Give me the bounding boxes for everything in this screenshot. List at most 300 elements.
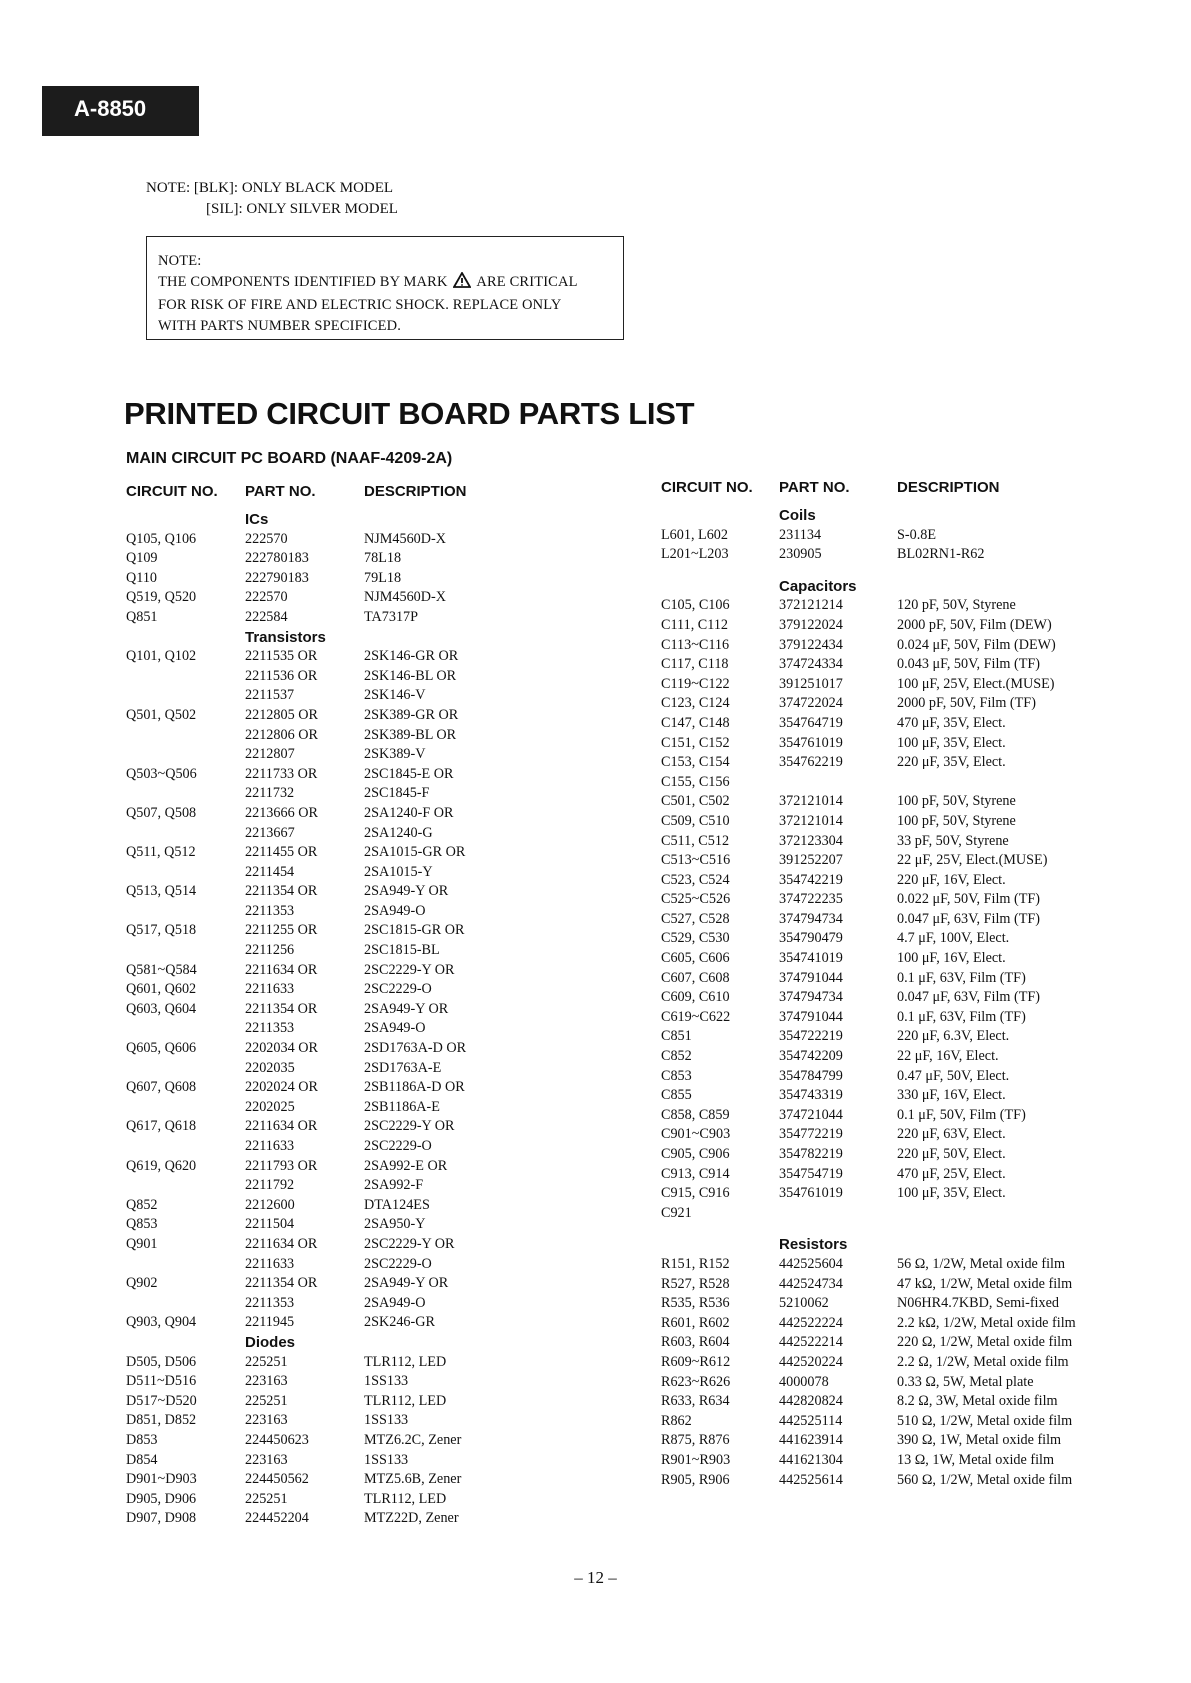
part-no-cell: 442524734	[779, 1275, 843, 1292]
part-no-cell: 2211733 OR	[245, 765, 318, 782]
description-cell: 2SA949-O	[364, 1294, 426, 1311]
description-cell: 100 μF, 35V, Elect.	[897, 1185, 1006, 1202]
circuit-no-cell: D901~D903	[126, 1471, 197, 1488]
circuit-no-cell: C501, C502	[661, 793, 730, 810]
section-gap	[661, 1223, 1131, 1235]
part-no-cell: 374722235	[779, 891, 843, 908]
table-row	[126, 530, 646, 550]
table-row	[126, 1274, 646, 1294]
part-no-cell: 2202035	[245, 1059, 295, 1076]
circuit-no-cell: C858, C859	[661, 1106, 730, 1123]
part-no-cell: 442525604	[779, 1255, 843, 1272]
part-no-cell: 354742209	[779, 1048, 843, 1065]
circuit-no-cell: Q503~Q506	[126, 765, 197, 782]
table-row	[126, 1078, 646, 1098]
description-cell: 2SK389-BL OR	[364, 726, 457, 743]
part-no-cell: 223163	[245, 1451, 288, 1468]
table-row	[126, 1372, 646, 1392]
table-row	[661, 753, 1131, 773]
safety-note-line	[158, 272, 623, 295]
table-row	[126, 667, 646, 687]
safety-note-line: FOR RISK OF FIRE AND ELECTRIC SHOCK. REPLACE ONLY	[158, 297, 562, 313]
description-cell: 100 μF, 35V, Elect.	[897, 734, 1006, 751]
table-row	[126, 745, 646, 765]
table-row	[126, 588, 646, 608]
circuit-no-cell: C529, C530	[661, 930, 730, 947]
circuit-no-cell: Q619, Q620	[126, 1157, 197, 1174]
description-cell: 2SA949-O	[364, 1020, 426, 1037]
circuit-no-cell: Q902	[126, 1275, 158, 1292]
table-row	[126, 1470, 646, 1490]
circuit-no-cell: D905, D906	[126, 1490, 197, 1507]
description-cell: 2SD1763A-D OR	[364, 1040, 467, 1057]
table-row	[126, 1255, 646, 1275]
table-row	[661, 1412, 1131, 1432]
circuit-no-cell: C525~C526	[661, 891, 731, 908]
circuit-no-cell: C852	[661, 1048, 692, 1065]
table-row	[126, 1509, 646, 1529]
table-row	[661, 1184, 1131, 1204]
circuit-no-cell: Q607, Q608	[126, 1079, 197, 1096]
page-number: – 12 –	[574, 1568, 617, 1587]
description-cell: 2SC2229-O	[364, 1138, 432, 1154]
description-cell: 0.043 μF, 50V, Film (TF)	[897, 656, 1040, 673]
part-no-cell: 379122024	[779, 616, 843, 633]
table-row	[126, 549, 646, 569]
description-cell: 2SA1240-F OR	[364, 804, 454, 821]
part-no-cell: 222570	[245, 589, 288, 606]
safety-note-line: WITH PARTS NUMBER SPECIFICED.	[158, 318, 402, 334]
description-cell: 78L18	[364, 550, 402, 567]
description-cell: 2SC2229-Y OR	[364, 1118, 455, 1135]
table-row	[126, 1392, 646, 1412]
table-row	[126, 1294, 646, 1314]
table-row	[126, 1235, 646, 1255]
part-no-cell: 224450623	[245, 1431, 309, 1448]
description-cell: S-0.8E	[897, 526, 937, 543]
table-row	[661, 1314, 1131, 1334]
table-row	[126, 647, 646, 667]
part-no-cell: 2212806 OR	[245, 726, 318, 743]
circuit-no-cell: R623~R626	[661, 1373, 731, 1390]
description-cell: 2SK146-BL OR	[364, 667, 457, 684]
part-no-cell: 2211354 OR	[245, 1000, 318, 1017]
header-part-no: PART NO.	[779, 479, 850, 496]
table-row	[661, 1471, 1131, 1491]
description-cell: 220 μF, 63V, Elect.	[897, 1126, 1006, 1143]
section-heading: Diodes	[245, 1333, 296, 1351]
part-no-cell: 379122434	[779, 636, 843, 653]
circuit-no-cell: C853	[661, 1067, 692, 1084]
table-header	[661, 476, 1131, 506]
circuit-no-cell: C527, C528	[661, 910, 730, 927]
part-no-cell: 2211454	[245, 863, 295, 880]
part-no-cell: 391251017	[779, 675, 843, 692]
table-row	[126, 1098, 646, 1118]
circuit-no-cell: R905, R906	[661, 1471, 730, 1488]
part-no-cell: 230905	[779, 546, 822, 563]
circuit-no-cell: L601, L602	[661, 526, 728, 543]
circuit-no-cell: D505, D506	[126, 1353, 197, 1370]
part-no-cell: 354762219	[779, 754, 843, 771]
table-row	[661, 1294, 1131, 1314]
table-row	[661, 636, 1131, 656]
circuit-no-cell: C513~C516	[661, 852, 731, 869]
description-cell: 56 Ω, 1/2W, Metal oxide film	[897, 1255, 1066, 1272]
description-cell: 220 μF, 6.3V, Elect.	[897, 1028, 1010, 1045]
description-cell: TA7317P	[364, 608, 419, 625]
model-note-line: NOTE: [BLK]: ONLY BLACK MODEL	[146, 180, 394, 196]
description-cell: 2SA1015-Y	[364, 863, 433, 880]
part-no-cell: 2211353	[245, 902, 295, 919]
circuit-no-cell: Q517, Q518	[126, 922, 197, 939]
header-circuit-no: CIRCUIT NO.	[661, 479, 753, 496]
table-row	[661, 545, 1131, 565]
circuit-no-cell: C605, C606	[661, 950, 730, 967]
section-gap	[661, 565, 1131, 577]
part-no-cell: 442522224	[779, 1314, 843, 1331]
section-heading: ICs	[245, 511, 269, 528]
page-title: PRINTED CIRCUIT BOARD PARTS LIST	[124, 396, 695, 431]
circuit-no-cell: R151, R152	[661, 1255, 730, 1272]
model-tab: A-8850	[42, 86, 199, 136]
part-no-cell: 222790183	[245, 569, 309, 586]
table-row	[661, 596, 1131, 616]
circuit-no-cell: C123, C124	[661, 695, 730, 712]
part-no-cell: 374794734	[779, 989, 843, 1006]
part-no-cell: 2211793 OR	[245, 1157, 318, 1174]
header-description: DESCRIPTION	[897, 479, 1000, 496]
description-cell: 220 μF, 16V, Elect.	[897, 871, 1006, 888]
table-row	[126, 1451, 646, 1471]
table-row	[661, 694, 1131, 714]
part-no-cell: 2211256	[245, 942, 295, 959]
circuit-no-cell: Q853	[126, 1216, 158, 1233]
part-no-cell: 2213667	[245, 824, 295, 841]
part-no-cell: 2211455 OR	[245, 844, 318, 861]
table-row	[126, 941, 646, 961]
table-row	[661, 1106, 1131, 1126]
safety-note-text: ARE CRITICAL	[476, 274, 578, 290]
part-no-cell: 372121214	[779, 597, 843, 614]
part-no-cell: 2211255 OR	[245, 922, 318, 939]
part-no-cell: 354782219	[779, 1146, 843, 1162]
part-no-cell: 2211536 OR	[245, 667, 318, 684]
table-row	[661, 1008, 1131, 1028]
description-cell: 470 μF, 35V, Elect.	[897, 714, 1006, 731]
part-no-cell: 374791044	[779, 1008, 843, 1025]
part-no-cell: 441623914	[779, 1432, 843, 1449]
description-cell: 1SS133	[364, 1373, 409, 1390]
circuit-no-cell: C901~C903	[661, 1126, 731, 1143]
warning-triangle-icon	[453, 272, 471, 295]
description-cell: 560 Ω, 1/2W, Metal oxide film	[897, 1471, 1073, 1488]
description-cell: 0.1 μF, 63V, Film (TF)	[897, 969, 1026, 986]
table-row	[661, 792, 1131, 812]
table-row	[126, 1176, 646, 1196]
circuit-no-cell: D517~D520	[126, 1392, 197, 1409]
description-cell: 2SC1845-F	[364, 785, 430, 802]
table-row	[661, 1047, 1131, 1067]
description-cell: 13 Ω, 1W, Metal oxide film	[897, 1451, 1054, 1468]
table-row	[126, 1117, 646, 1137]
part-no-cell: 354790479	[779, 930, 843, 947]
circuit-no-cell: R901~R903	[661, 1451, 731, 1468]
table-row	[661, 616, 1131, 636]
circuit-no-cell: Q519, Q520	[126, 589, 197, 606]
board-subtitle: MAIN CIRCUIT PC BOARD (NAAF-4209-2A)	[126, 450, 453, 467]
table-row	[126, 843, 646, 863]
description-cell: TLR112, LED	[364, 1490, 447, 1507]
table-row	[661, 929, 1131, 949]
description-cell: 2SA949-O	[364, 902, 426, 919]
description-cell: TLR112, LED	[364, 1353, 447, 1370]
circuit-no-cell: C905, C906	[661, 1146, 730, 1162]
description-cell: 390 Ω, 1W, Metal oxide film	[897, 1432, 1062, 1449]
circuit-no-cell: C511, C512	[661, 832, 730, 849]
section-heading-row	[126, 1333, 646, 1353]
part-no-cell: 2211535 OR	[245, 648, 318, 665]
table-row	[661, 526, 1131, 546]
circuit-no-cell: C509, C510	[661, 812, 730, 829]
table-row	[661, 1067, 1131, 1087]
part-no-cell: 372121014	[779, 793, 843, 810]
circuit-no-cell: C117, C118	[661, 656, 729, 673]
safety-note-box	[146, 236, 624, 340]
circuit-no-cell: Q617, Q618	[126, 1118, 197, 1135]
part-no-cell: 222584	[245, 608, 288, 625]
part-no-cell: 2211732	[245, 785, 295, 802]
part-no-cell: 374794734	[779, 910, 843, 927]
circuit-no-cell: Q513, Q514	[126, 883, 197, 900]
table-row	[661, 812, 1131, 832]
part-no-cell: 442820824	[779, 1393, 843, 1410]
table-header	[126, 480, 646, 510]
description-cell: 220 μF, 50V, Elect.	[897, 1146, 1006, 1162]
part-no-cell: 374722024	[779, 695, 843, 712]
safety-note-text: THE COMPONENTS IDENTIFIED BY MARK	[158, 274, 448, 290]
part-no-cell: 222780183	[245, 550, 309, 567]
circuit-no-cell: Q601, Q602	[126, 981, 197, 998]
description-cell: 0.047 μF, 63V, Film (TF)	[897, 910, 1040, 927]
table-row	[661, 1165, 1131, 1185]
header-circuit-no: CIRCUIT NO.	[126, 483, 218, 500]
part-no-cell: 354784799	[779, 1067, 843, 1084]
description-cell: 470 μF, 25V, Elect.	[897, 1165, 1006, 1182]
part-no-cell: 2211633	[245, 981, 295, 998]
table-row	[661, 1333, 1131, 1353]
description-cell: 2.2 Ω, 1/2W, Metal oxide film	[897, 1353, 1069, 1370]
description-cell: 2SK146-GR OR	[364, 648, 459, 665]
model-note	[146, 178, 398, 220]
part-no-cell: 2211537	[245, 687, 295, 704]
circuit-no-cell: Q110	[126, 569, 158, 586]
part-no-cell: 374791044	[779, 969, 843, 986]
circuit-no-cell: Q605, Q606	[126, 1040, 197, 1057]
description-cell: 0.47 μF, 50V, Elect.	[897, 1067, 1010, 1084]
table-row	[126, 1059, 646, 1079]
description-cell: MTZ22D, Zener	[364, 1510, 459, 1527]
section-heading-row	[126, 510, 646, 530]
part-no-cell: 225251	[245, 1392, 288, 1409]
part-no-cell: 354743319	[779, 1087, 843, 1104]
table-row	[126, 1215, 646, 1235]
description-cell: 2SB1186A-D OR	[364, 1079, 465, 1096]
circuit-no-cell: C111, C112	[661, 616, 729, 633]
part-no-cell: 2211354 OR	[245, 1275, 318, 1292]
table-row	[661, 714, 1131, 734]
description-cell: 2SA1240-G	[364, 824, 433, 841]
part-no-cell: 223163	[245, 1412, 288, 1429]
description-cell: NJM4560D-X	[364, 530, 446, 547]
description-cell: 220 Ω, 1/2W, Metal oxide film	[897, 1334, 1073, 1351]
table-row	[661, 1275, 1131, 1295]
description-cell: 0.024 μF, 50V, Film (DEW)	[897, 636, 1056, 653]
part-no-cell: 354761019	[779, 1185, 843, 1202]
description-cell: 0.047 μF, 63V, Film (TF)	[897, 989, 1040, 1006]
part-no-cell: 2211945	[245, 1314, 295, 1331]
description-cell: 4.7 μF, 100V, Elect.	[897, 930, 1010, 947]
part-no-cell: 2211633	[245, 1255, 295, 1272]
description-cell: 2000 pF, 50V, Film (DEW)	[897, 616, 1052, 633]
part-no-cell: 442520224	[779, 1353, 843, 1370]
description-cell: 2SC1845-E OR	[364, 765, 454, 782]
circuit-no-cell: C921	[661, 1204, 692, 1221]
table-row	[126, 765, 646, 785]
table-row	[126, 863, 646, 883]
part-no-cell: 374724334	[779, 656, 843, 673]
part-no-cell: 2211353	[245, 1294, 295, 1311]
circuit-no-cell: R875, R876	[661, 1432, 730, 1449]
circuit-no-cell: C119~C122	[661, 675, 730, 692]
description-cell: 47 kΩ, 1/2W, Metal oxide film	[897, 1275, 1073, 1292]
part-no-cell: 2202025	[245, 1098, 295, 1115]
part-no-cell: 225251	[245, 1353, 288, 1370]
circuit-no-cell: C607, C608	[661, 969, 730, 986]
description-cell: TLR112, LED	[364, 1392, 447, 1409]
description-cell: 2SK389-V	[364, 746, 426, 763]
table-row	[126, 1353, 646, 1373]
description-cell: 0.022 μF, 50V, Film (TF)	[897, 891, 1040, 908]
circuit-no-cell: C523, C524	[661, 871, 730, 888]
section-heading: Capacitors	[779, 577, 857, 595]
description-cell: 2SC2229-O	[364, 1255, 432, 1272]
part-no-cell: 2211634 OR	[245, 961, 318, 978]
part-no-cell: 354742219	[779, 871, 843, 888]
part-no-cell: 4000078	[779, 1373, 829, 1390]
table-row	[126, 1490, 646, 1510]
description-cell: BL02RN1-R62	[897, 546, 985, 563]
circuit-no-cell: C609, C610	[661, 989, 730, 1006]
circuit-no-cell: D851, D852	[126, 1412, 197, 1429]
table-row	[126, 1157, 646, 1177]
table-row	[126, 686, 646, 706]
circuit-no-cell: R601, R602	[661, 1314, 730, 1331]
table-row	[661, 949, 1131, 969]
table-row	[126, 1039, 646, 1059]
part-no-cell: 372123304	[779, 832, 843, 849]
description-cell: 2.2 kΩ, 1/2W, Metal oxide film	[897, 1314, 1076, 1331]
description-cell: 2000 pF, 50V, Film (TF)	[897, 695, 1036, 712]
table-row	[661, 1204, 1131, 1224]
circuit-no-cell: R633, R634	[661, 1393, 730, 1410]
parts-table-left	[126, 480, 646, 1529]
description-cell: DTA124ES	[364, 1196, 430, 1213]
part-no-cell: 2212600	[245, 1196, 295, 1213]
description-cell: 2SA1015-GR OR	[364, 844, 466, 861]
description-cell: 2SC2229-Y OR	[364, 961, 455, 978]
part-no-cell: 2202034 OR	[245, 1040, 318, 1057]
table-row	[661, 1125, 1131, 1145]
description-cell: 2SA949-Y OR	[364, 883, 449, 900]
table-row	[661, 832, 1131, 852]
description-cell: 2SK146-V	[364, 687, 426, 704]
description-cell: 330 μF, 16V, Elect.	[897, 1087, 1006, 1104]
circuit-no-cell: D511~D516	[126, 1373, 197, 1390]
section-heading: Coils	[779, 507, 816, 524]
description-cell: 100 pF, 50V, Styrene	[897, 793, 1016, 810]
table-row	[661, 1255, 1131, 1275]
description-cell: 220 μF, 35V, Elect.	[897, 754, 1006, 771]
circuit-no-cell: Q581~Q584	[126, 961, 197, 978]
description-cell: N06HR4.7KBD, Semi-fixed	[897, 1295, 1059, 1312]
table-row	[661, 655, 1131, 675]
part-no-cell: 2212805 OR	[245, 706, 318, 723]
table-row	[661, 910, 1131, 930]
table-row	[661, 1392, 1131, 1412]
description-cell: 2SK246-GR	[364, 1314, 435, 1331]
part-no-cell: 2211353	[245, 1020, 295, 1037]
part-no-cell: 354741019	[779, 950, 843, 967]
part-no-cell: 222570	[245, 530, 288, 547]
circuit-no-cell: R535, R536	[661, 1295, 730, 1312]
part-no-cell: 2202024 OR	[245, 1079, 318, 1096]
table-row	[126, 1196, 646, 1216]
description-cell: 100 pF, 50V, Styrene	[897, 812, 1016, 829]
description-cell: 22 μF, 16V, Elect.	[897, 1048, 999, 1065]
description-cell: 510 Ω, 1/2W, Metal oxide film	[897, 1412, 1073, 1429]
part-no-cell: 391252207	[779, 852, 843, 869]
table-row	[661, 1431, 1131, 1451]
circuit-no-cell: C619~C622	[661, 1008, 731, 1025]
table-row	[661, 1027, 1131, 1047]
table-row	[661, 773, 1131, 793]
section-heading-row	[661, 577, 1131, 597]
part-no-cell: 354772219	[779, 1126, 843, 1143]
description-cell: 2SA949-Y OR	[364, 1000, 449, 1017]
part-no-cell: 372121014	[779, 812, 843, 829]
circuit-no-cell: Q507, Q508	[126, 804, 197, 821]
section-heading: Resistors	[779, 1236, 848, 1254]
circuit-no-cell: Q101, Q102	[126, 648, 197, 665]
parts-table-right	[661, 476, 1131, 1490]
circuit-no-cell: Q501, Q502	[126, 706, 197, 723]
circuit-no-cell: C913, C914	[661, 1165, 730, 1182]
table-row	[126, 706, 646, 726]
table-row	[126, 804, 646, 824]
description-cell: MTZ5.6B, Zener	[364, 1471, 462, 1488]
description-cell: 1SS133	[364, 1451, 409, 1468]
part-no-cell: 442525614	[779, 1471, 843, 1488]
part-no-cell: 224450562	[245, 1471, 309, 1488]
part-no-cell: 225251	[245, 1490, 288, 1507]
table-row	[126, 824, 646, 844]
table-row	[126, 608, 646, 628]
description-cell: 0.33 Ω, 5W, Metal plate	[897, 1373, 1034, 1390]
part-no-cell: 2211354 OR	[245, 883, 318, 900]
section-heading: Transistors	[245, 628, 326, 646]
part-no-cell: 2211634 OR	[245, 1118, 318, 1135]
